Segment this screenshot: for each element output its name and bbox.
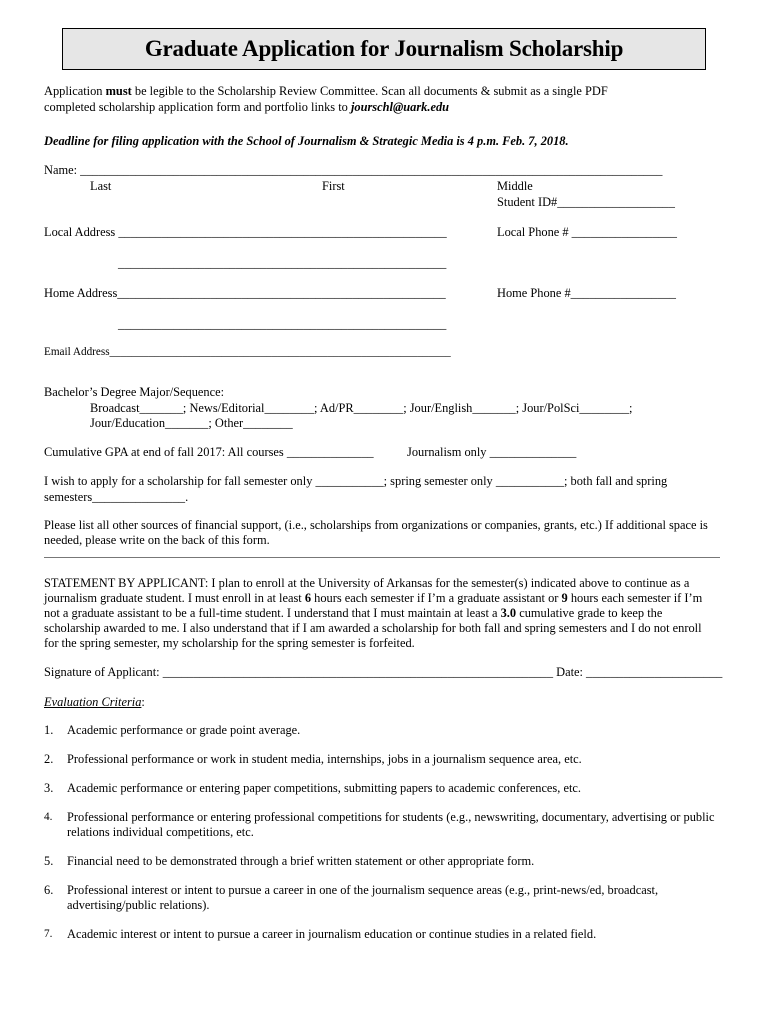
student-id-field[interactable]: Student ID#___________________ — [497, 195, 675, 209]
statement-text: journalism graduate student. I must enroll in at least — [44, 591, 305, 605]
criteria-item-text: Financial need to be demonstrated through a brief written statement or other appropriate form. — [67, 854, 535, 868]
criteria-number: 1. — [44, 723, 54, 737]
intro-line-2 — [44, 100, 449, 116]
statement-line-3 — [44, 606, 662, 622]
statement-line-4: scholarship awarded to me. I also understand that if I am awarded a scholarship for both fall and spring semesters and I do not enroll — [44, 621, 702, 635]
gpa-all-courses-field[interactable]: Cumulative GPA at end of fall 2017: All courses ______________ — [44, 445, 374, 459]
criteria-number: 5. — [44, 854, 54, 868]
name-last-caption: Last — [90, 179, 112, 193]
statement-text: hours each semester if I’m — [567, 591, 703, 605]
name-field[interactable]: Name: ______________________________________________________________________________________________ — [44, 163, 663, 177]
other-support-line-2: needed, please write on the back of this form. — [44, 533, 270, 547]
criteria-number: 2. — [44, 752, 54, 766]
local-address-field[interactable]: Local Address _____________________________________________________ — [44, 225, 447, 239]
signature-date-field[interactable]: Signature of Applicant: _______________________________________________________________ Date: ______________________ — [44, 665, 723, 679]
name-middle-caption: Middle — [497, 179, 533, 193]
submission-email-link[interactable]: jourschl@uark.edu — [350, 100, 450, 114]
semester-choice-line-1[interactable]: I wish to apply for a scholarship for fall semester only ___________; spring semester only ___________; both fall and spring — [44, 474, 668, 488]
statement-line-5: for the spring semester, my scholarship for the spring semester is forfeited. — [44, 636, 415, 650]
criteria-heading — [44, 695, 145, 711]
email-address-field[interactable]: Email Address_____________________________________________________________ — [44, 346, 451, 358]
intro-text-2: completed scholarship application form and portfolio links to — [44, 100, 351, 114]
statement-text: not a graduate assistant to be a full-time student. I understand that I must maintain at least a — [44, 606, 501, 620]
criteria-item-text: advertising/public relations). — [67, 898, 210, 912]
deadline-notice: Deadline for filing application with the School of Journalism & Strategic Media is 4 p.m. Feb. 7, 2018. — [44, 134, 569, 148]
criteria-number: 3. — [44, 781, 54, 795]
page-title: Graduate Application for Journalism Scholarship — [144, 36, 624, 62]
statement-text: cumulative grade to keep the — [516, 606, 663, 620]
other-support-answer-line[interactable] — [44, 557, 720, 558]
home-address-line-2[interactable]: _____________________________________________________ — [118, 317, 447, 331]
min-gpa: 3.0 — [500, 606, 517, 620]
sequence-options-line-2[interactable]: Jour/Education_______; Other________ — [90, 416, 293, 430]
criteria-number: 7. — [44, 928, 53, 940]
title-banner — [62, 28, 706, 70]
name-first-caption: First — [322, 179, 345, 193]
other-support-line-1: Please list all other sources of financial support, (i.e., scholarships from organizations or companies, grants, etc.) If additional space is — [44, 518, 708, 532]
criteria-item-text: Professional performance or work in student media, internships, jobs in a journalism sequence area, etc. — [67, 752, 582, 766]
criteria-heading-text: Evaluation Criteria — [44, 695, 142, 709]
bachelor-label: Bachelor’s Degree Major/Sequence: — [44, 385, 225, 399]
statement-line-2 — [44, 591, 702, 607]
criteria-item-text: Professional interest or intent to pursue a career in one of the journalism sequence areas (e.g., print-news/ed, broadcast, — [67, 883, 659, 897]
min-hours-ga: 6 — [304, 591, 312, 605]
intro-text: Application — [44, 84, 106, 98]
intro-must: must — [105, 84, 132, 98]
home-phone-field[interactable]: Home Phone #_________________ — [497, 286, 676, 300]
local-address-line-2[interactable]: _____________________________________________________ — [118, 256, 447, 270]
gpa-journalism-field[interactable]: Journalism only ______________ — [407, 445, 577, 459]
criteria-item-text: Professional performance or entering professional competitions for students (e.g., newswriting, documentary, advertising or public — [67, 810, 715, 824]
min-hours-non-ga: 9 — [561, 591, 568, 605]
semester-choice-line-2[interactable]: semesters_______________. — [44, 490, 189, 504]
local-phone-field[interactable]: Local Phone # _________________ — [497, 225, 677, 239]
criteria-item-text: relations individual competitions, etc. — [67, 825, 254, 839]
criteria-number: 6. — [44, 883, 54, 897]
criteria-number: 4. — [44, 811, 53, 823]
criteria-item-text: Academic performance or entering paper competitions, submitting papers to academic conferences, etc. — [67, 781, 581, 795]
intro-text-cont: be legible to the Scholarship Review Committee. Scan all documents & submit as a single PDF — [131, 84, 608, 98]
home-address-field[interactable]: Home Address_____________________________________________________ — [44, 286, 446, 300]
criteria-heading-colon: : — [141, 695, 145, 709]
intro-line-1 — [44, 84, 608, 100]
criteria-item-text: Academic interest or intent to pursue a career in journalism education or continue studies in a related field. — [67, 927, 597, 941]
statement-text: hours each semester if I’m a graduate assistant or — [311, 591, 562, 605]
statement-line-1: STATEMENT BY APPLICANT: I plan to enroll at the University of Arkansas for the semester(s) indicated above to continue as a — [44, 576, 690, 590]
criteria-item-text: Academic performance or grade point average. — [67, 723, 301, 737]
sequence-options-line-1[interactable]: Broadcast_______; News/Editorial________; Ad/PR________; Jour/English_______; Jour/PolSci________; — [90, 401, 633, 415]
